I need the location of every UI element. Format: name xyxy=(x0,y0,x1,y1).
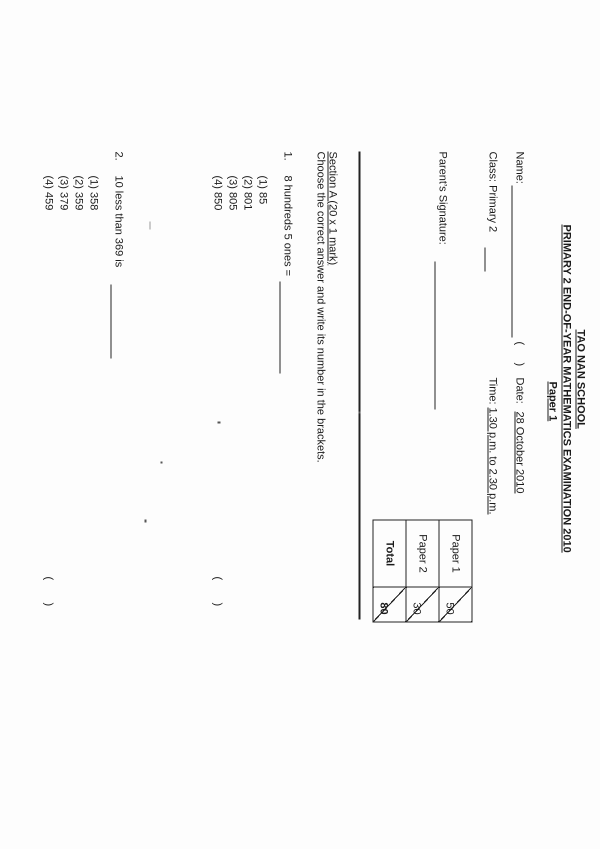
answer-blank xyxy=(111,285,112,359)
question-number: 2. xyxy=(112,151,125,161)
date-value: 28 October 2010 xyxy=(513,411,526,494)
marks-table xyxy=(373,520,473,623)
question-number: 1. xyxy=(281,151,294,161)
scan-speck xyxy=(161,462,163,464)
marks-row xyxy=(406,520,439,622)
class-line xyxy=(485,248,486,272)
marks-value: 50 xyxy=(443,602,456,615)
name-label: Name: xyxy=(513,151,526,184)
marks-value-cell xyxy=(406,587,439,622)
school-name: TAO NAN SCHOOL xyxy=(574,329,587,429)
section-title: Section A (20 x 1 mark) xyxy=(326,151,339,266)
paper-title: Paper 1 xyxy=(546,381,559,422)
name-line xyxy=(512,186,513,338)
index-bracket-close: ) xyxy=(513,362,526,367)
exam-title: PRIMARY 2 END-OF-YEAR MATHEMATICS EXAMINATION 2010 xyxy=(560,224,573,553)
scan-speck xyxy=(150,222,151,230)
parent-signature-label: Parent’s Signature: xyxy=(436,151,449,245)
answer-bracket-open: ( xyxy=(42,576,55,581)
marks-label: Paper 1 xyxy=(439,520,472,587)
answer-bracket-open: ( xyxy=(211,576,224,581)
option-item: (4) 850 xyxy=(211,175,224,211)
rotated-content xyxy=(1,0,600,849)
time-value: 1.30 p.m. to 2.30 p.m. xyxy=(486,407,499,515)
section-instruction: Choose the correct answer and write its number in the brackets. xyxy=(314,151,327,463)
time-label: Time: xyxy=(486,377,499,405)
option-item: (2) 801 xyxy=(241,175,254,211)
option-item: (2) 359 xyxy=(72,175,85,211)
index-bracket-open: ( xyxy=(513,341,526,346)
marks-value: 80 xyxy=(377,602,390,615)
option-item: (4) 459 xyxy=(42,175,55,211)
option-item: (3) 379 xyxy=(57,175,70,211)
signature-line xyxy=(435,262,436,410)
answer-bracket-close: ) xyxy=(211,602,224,607)
scan-speck xyxy=(145,520,147,523)
option-item: (1) 358 xyxy=(87,175,100,211)
marks-value-cell xyxy=(373,587,406,622)
section-divider xyxy=(359,152,361,620)
date-label: Date: xyxy=(513,377,526,404)
marks-label: Total xyxy=(373,520,406,587)
option-item: (3) 805 xyxy=(226,175,239,211)
answer-blank xyxy=(280,282,281,374)
option-item: (1) 85 xyxy=(256,175,269,205)
marks-row xyxy=(439,520,472,622)
question-text: 8 hundreds 5 ones = xyxy=(281,175,294,277)
marks-value-cell xyxy=(439,587,472,622)
answer-bracket-close: ) xyxy=(42,602,55,607)
class-label: Class: Primary 2 xyxy=(486,151,499,233)
marks-value: 30 xyxy=(410,602,423,615)
marks-label: Paper 2 xyxy=(406,520,439,587)
question-text: 10 less than 369 is xyxy=(112,175,125,268)
scan-speck xyxy=(218,422,221,424)
scan-speck xyxy=(359,412,361,414)
marks-row xyxy=(373,520,406,622)
